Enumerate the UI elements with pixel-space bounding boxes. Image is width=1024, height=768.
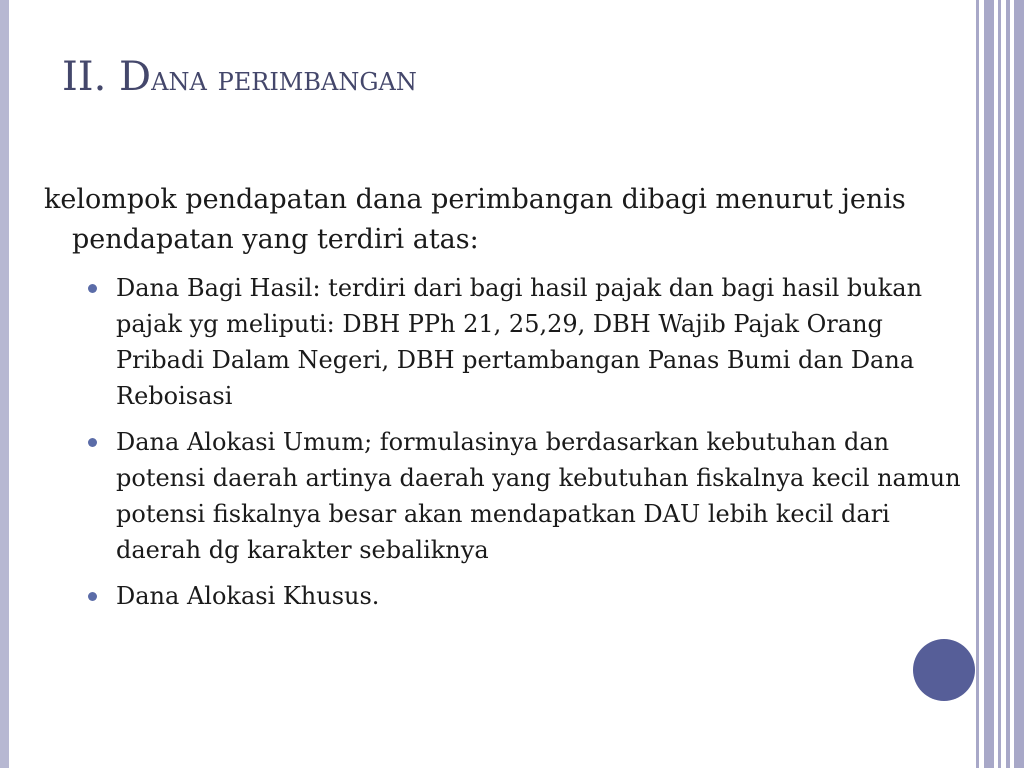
intro-paragraph: kelompok pendapatan dana perimbangan dibagi menurut jenis pendapatan yang terdiri atas:	[44, 184, 906, 255]
title-rest: ana perimbangan	[151, 59, 417, 99]
list-item	[116, 424, 974, 568]
left-border	[0, 0, 9, 768]
bullet-icon	[88, 592, 97, 601]
list-item	[116, 578, 974, 614]
stripe	[1014, 0, 1024, 768]
title-first-letter: D	[119, 54, 152, 100]
slide-title	[62, 54, 417, 100]
slide-body	[44, 180, 974, 624]
stripe	[998, 0, 1001, 768]
bullet-text: Dana Alokasi Umum; formulasinya berdasarkan kebutuhan dan potensi daerah artinya daerah yang kebutuhan fiskalnya kecil namun potensi fiskalnya besar akan mendapatkan DAU lebih kecil dari daerah dg karakter sebaliknya	[116, 428, 961, 564]
stripe	[984, 0, 994, 768]
bullet-icon	[88, 284, 97, 293]
bullet-text: Dana Bagi Hasil: terdiri dari bagi hasil pajak dan bagi hasil bukan pajak yg meliputi: DBH PPh 21, 25,29, DBH Wajib Pajak Orang Pribadi Dalam Negeri, DBH pertambangan Panas Bumi dan Dana Reboisasi	[116, 274, 923, 410]
decorative-circle	[913, 639, 975, 701]
list-item	[116, 270, 974, 414]
decorative-stripes	[976, 0, 1024, 768]
stripe	[976, 0, 979, 768]
title-roman: II.	[62, 54, 120, 100]
bullet-text: Dana Alokasi Khusus.	[116, 582, 380, 610]
bullet-icon	[88, 438, 97, 447]
bullet-list	[44, 270, 974, 614]
stripe	[1006, 0, 1010, 768]
